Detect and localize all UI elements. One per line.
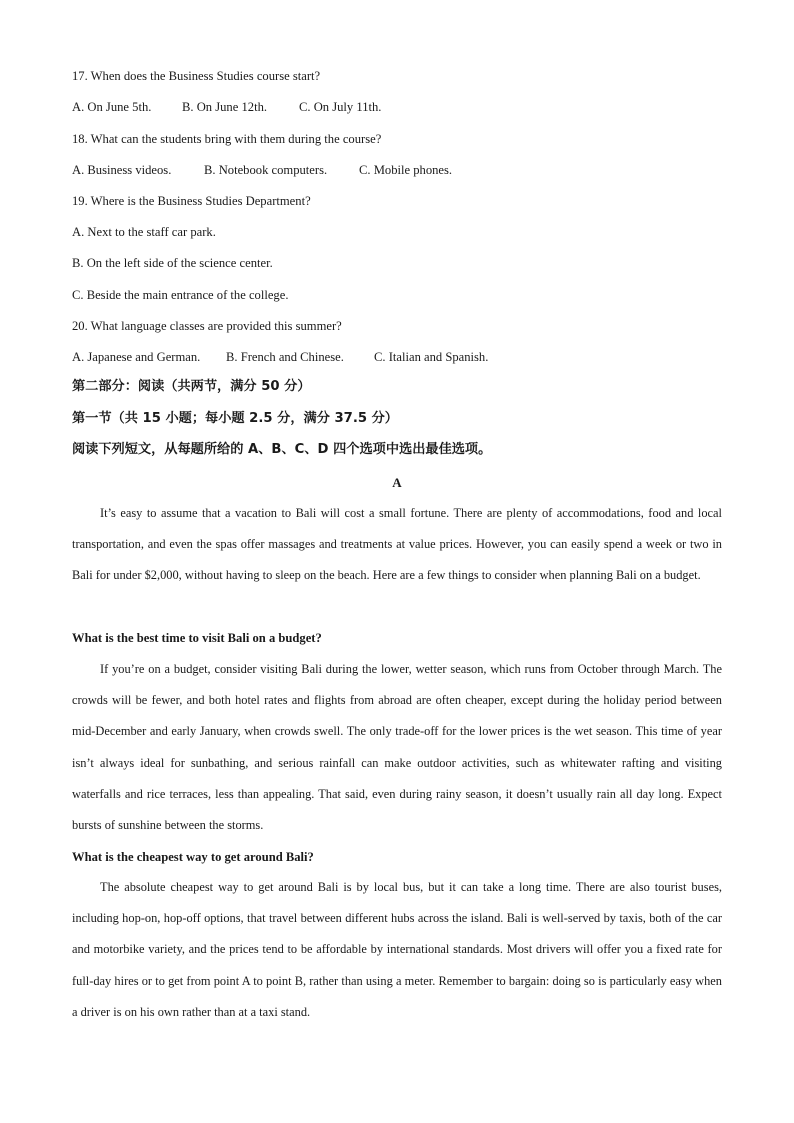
option-b: B. On June 12th.	[182, 100, 268, 114]
section-subtitle: 第一节（共 15 小题；每小题 2.5 分，满分 37.5 分）	[72, 411, 398, 426]
option-c: C. On July 11th.	[299, 100, 382, 114]
question-20: 20. What language classes are provided this summer?	[72, 319, 342, 333]
question-19: 19. Where is the Business Studies Department?	[72, 194, 311, 208]
question-17-options	[72, 99, 722, 115]
option-a: A. Business videos.	[72, 163, 172, 177]
question-17: 17. When does the Business Studies course start?	[72, 69, 321, 83]
question-18-options	[72, 162, 722, 178]
question-18: 18. What can the students bring with them during the course?	[72, 132, 382, 146]
question-19-option-c: C. Beside the main entrance of the college.	[72, 288, 289, 302]
question-20-options	[72, 349, 722, 365]
passage-heading-2: What is the cheapest way to get around Bali?	[72, 850, 314, 864]
question-19-option-b: B. On the left side of the science center.	[72, 256, 273, 270]
option-c: C. Italian and Spanish.	[374, 350, 489, 364]
option-a: A. On June 5th.	[72, 100, 152, 114]
option-c: C. Mobile phones.	[359, 163, 453, 177]
passage-label: A	[392, 475, 402, 490]
section-instruction: 阅读下列短文，从每题所给的 A、B、C、D 四个选项中选出最佳选项。	[72, 442, 492, 457]
passage-paragraph-2: The absolute cheapest way to get around Bali is by local bus, but it can take a long time. There are also tourist buses, including hop-on, hop-off options, that travel between different hubs across the island. Bali is well-served by taxis, both of the car and motorbike variety, and the prices tend to be affordable by international standards. Most drivers will offer you a fixed rate for full-day hires or to get from point A to point B, rather than using a meter. Remember to bargain: doing so is particularly easy when a driver is on his own rather than at a taxi stand.	[72, 880, 722, 1019]
passage-paragraph-1: If you’re on a budget, consider visiting Bali during the lower, wetter season, which runs from October through March. The crowds will be fewer, and both hotel rates and flights from abroad are often cheaper, except during the holiday period between mid-December and early January, when crowds swell. The only trade-off for the lower prices is the wet season. This time of year isn’t always ideal for sunbathing, and serious rainfall can make outdoor activities, such as whitewater rafting and visiting waterfalls and rice terraces, less than appealing. That said, even during rainy season, it doesn’t usually rain all day long. Expect bursts of sunshine between the storms.	[72, 662, 722, 833]
passage-intro: It’s easy to assume that a vacation to Bali will cost a small fortune. There are plenty of accommodations, food and local transportation, and even the spas offer massages and treatments at value prices. However, you can easily spend a week or two in Bali for under $2,000, without having to sleep on the beach. Here are a few things to consider when planning Bali on a budget.	[72, 506, 722, 583]
option-b: B. French and Chinese.	[226, 350, 344, 364]
part-title: 第二部分：阅读（共两节，满分 50 分）	[72, 379, 311, 394]
option-a: A. Japanese and German.	[72, 350, 201, 364]
question-19-option-a: A. Next to the staff car park.	[72, 225, 216, 239]
option-b: B. Notebook computers.	[204, 163, 328, 177]
passage-heading-1: What is the best time to visit Bali on a budget?	[72, 631, 322, 645]
